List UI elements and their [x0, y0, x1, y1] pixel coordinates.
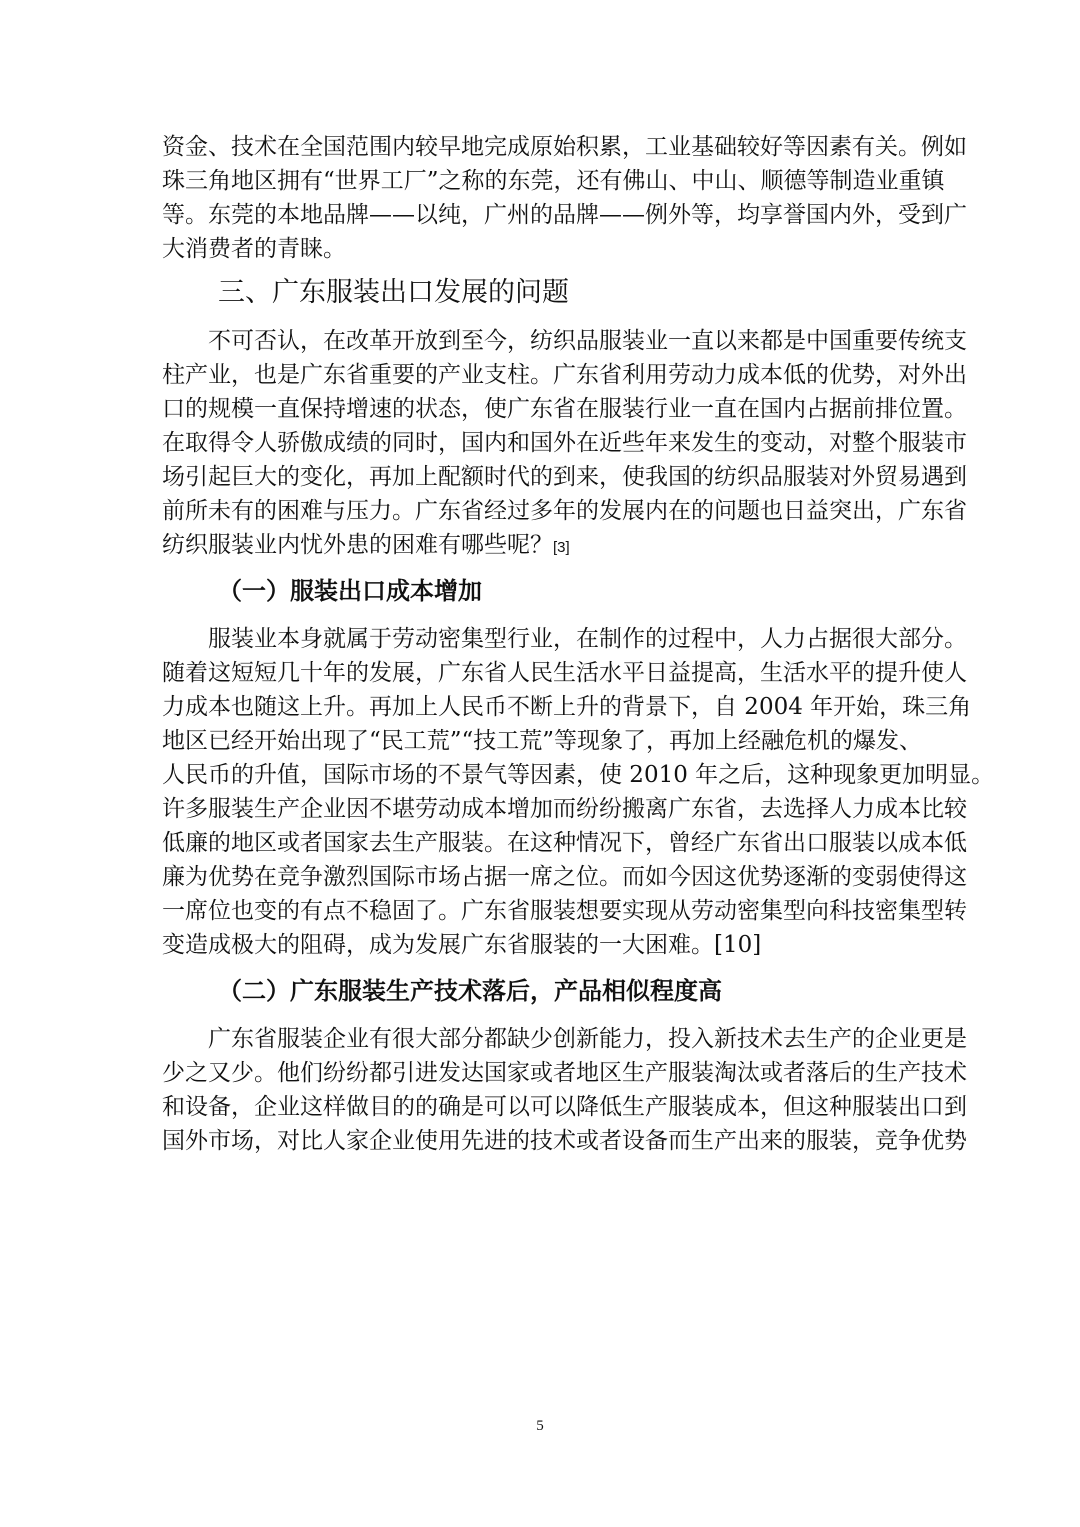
text-line: 柱产业，也是广东省重要的产业支柱。广东省利用劳动力成本低的优势，对外出 — [162, 362, 967, 388]
text-line: 国外市场，对比人家企业使用先进的技术或者设备而生产出来的服装，竞争优势 — [162, 1128, 967, 1154]
text-line: 随着这短短几十年的发展，广东省人民生活水平日益提高，生活水平的提升使人 — [162, 660, 967, 686]
text-line: 许多服装生产企业因不堪劳动成本增加而纷纷搬离广东省，去选择人力成本比较 — [162, 796, 967, 822]
text-line: 和设备，企业这样做目的的确是可以可以降低生产服装成本，但这种服装出口到 — [162, 1094, 967, 1120]
text-line: 资金、技术在全国范围内较早地完成原始积累，工业基础较好等因素有关。例如 — [162, 134, 967, 160]
text-line: 廉为优势在竞争激烈国际市场占据一席之位。而如今因这优势逐渐的变弱使得这 — [162, 864, 967, 890]
section-heading: 三、广东服装出口发展的问题 — [218, 277, 569, 308]
text-line: 少之又少。他们纷纷都引进发达国家或者地区生产服装淘汰或者落后的生产技术 — [162, 1060, 967, 1086]
text-line: 场引起巨大的变化，再加上配额时代的到来，使我国的纺织品服装对外贸易遇到 — [162, 464, 967, 490]
text-line: 不可否认，在改革开放到至今，纺织品服装业一直以来都是中国重要传统支 — [208, 328, 967, 354]
text-line-with-citation — [162, 528, 918, 562]
subsection-heading-1: （一）服装出口成本增加 — [218, 577, 482, 605]
paragraph-3 — [162, 622, 995, 962]
text-line: 一席位也变的有点不稳固了。广东省服装想要实现从劳动密集型向科技密集型转 — [162, 898, 967, 924]
document-page — [162, 130, 995, 1158]
text-line: 变造成极大的阻碍，成为发展广东省服装的一大困难。[10] — [162, 932, 762, 958]
text-line: 大消费者的青睐。 — [162, 236, 346, 262]
text-line: 低廉的地区或者国家去生产服装。在这种情况下，曾经广东省出口服装以成本低 — [162, 830, 967, 856]
text-line: 口的规模一直保持增速的状态，使广东省在服装行业一直在国内占据前排位置。 — [162, 396, 967, 422]
page-number: 5 — [536, 1418, 544, 1434]
paragraph-4 — [162, 1022, 967, 1158]
text-line: 广东省服装企业有很大部分都缺少创新能力，投入新技术去生产的企业更是 — [208, 1026, 967, 1052]
paragraph-1 — [162, 130, 967, 266]
text-line: 人民币的升值，国际市场的不景气等因素，使 2010 年之后，这种现象更加明显。 — [162, 762, 995, 788]
text-line: 前所未有的困难与压力。广东省经过多年的发展内在的问题也日益突出，广东省 — [162, 498, 967, 524]
paragraph-2 — [162, 324, 967, 562]
text-line: 服装业本身就属于劳动密集型行业，在制作的过程中，人力占据很大部分。 — [208, 626, 967, 652]
text-line: 地区已经开始出现了“民工荒”“技工荒”等现象了，再加上经融危机的爆发、 — [162, 728, 923, 754]
text-line: 在取得令人骄傲成绩的同时，国内和国外在近些年来发生的变动，对整个服装市 — [162, 430, 967, 456]
citation-reference: [3] — [553, 539, 570, 556]
text-line: 力成本也随这上升。再加上人民币不断上升的背景下，自 2004 年开始，珠三角 — [162, 694, 972, 720]
text-span: 纺织服装业内忧外患的困难有哪些呢？ — [162, 532, 553, 558]
subsection-heading-2: （二）广东服装生产技术落后，产品相似程度高 — [218, 977, 722, 1005]
text-line: 珠三角地区拥有“世界工厂”之称的东莞，还有佛山、中山、顺德等制造业重镇 — [162, 168, 945, 194]
text-line: 等。东莞的本地品牌——以纯，广州的品牌——例外等，均享誉国内外，受到广 — [162, 202, 967, 228]
